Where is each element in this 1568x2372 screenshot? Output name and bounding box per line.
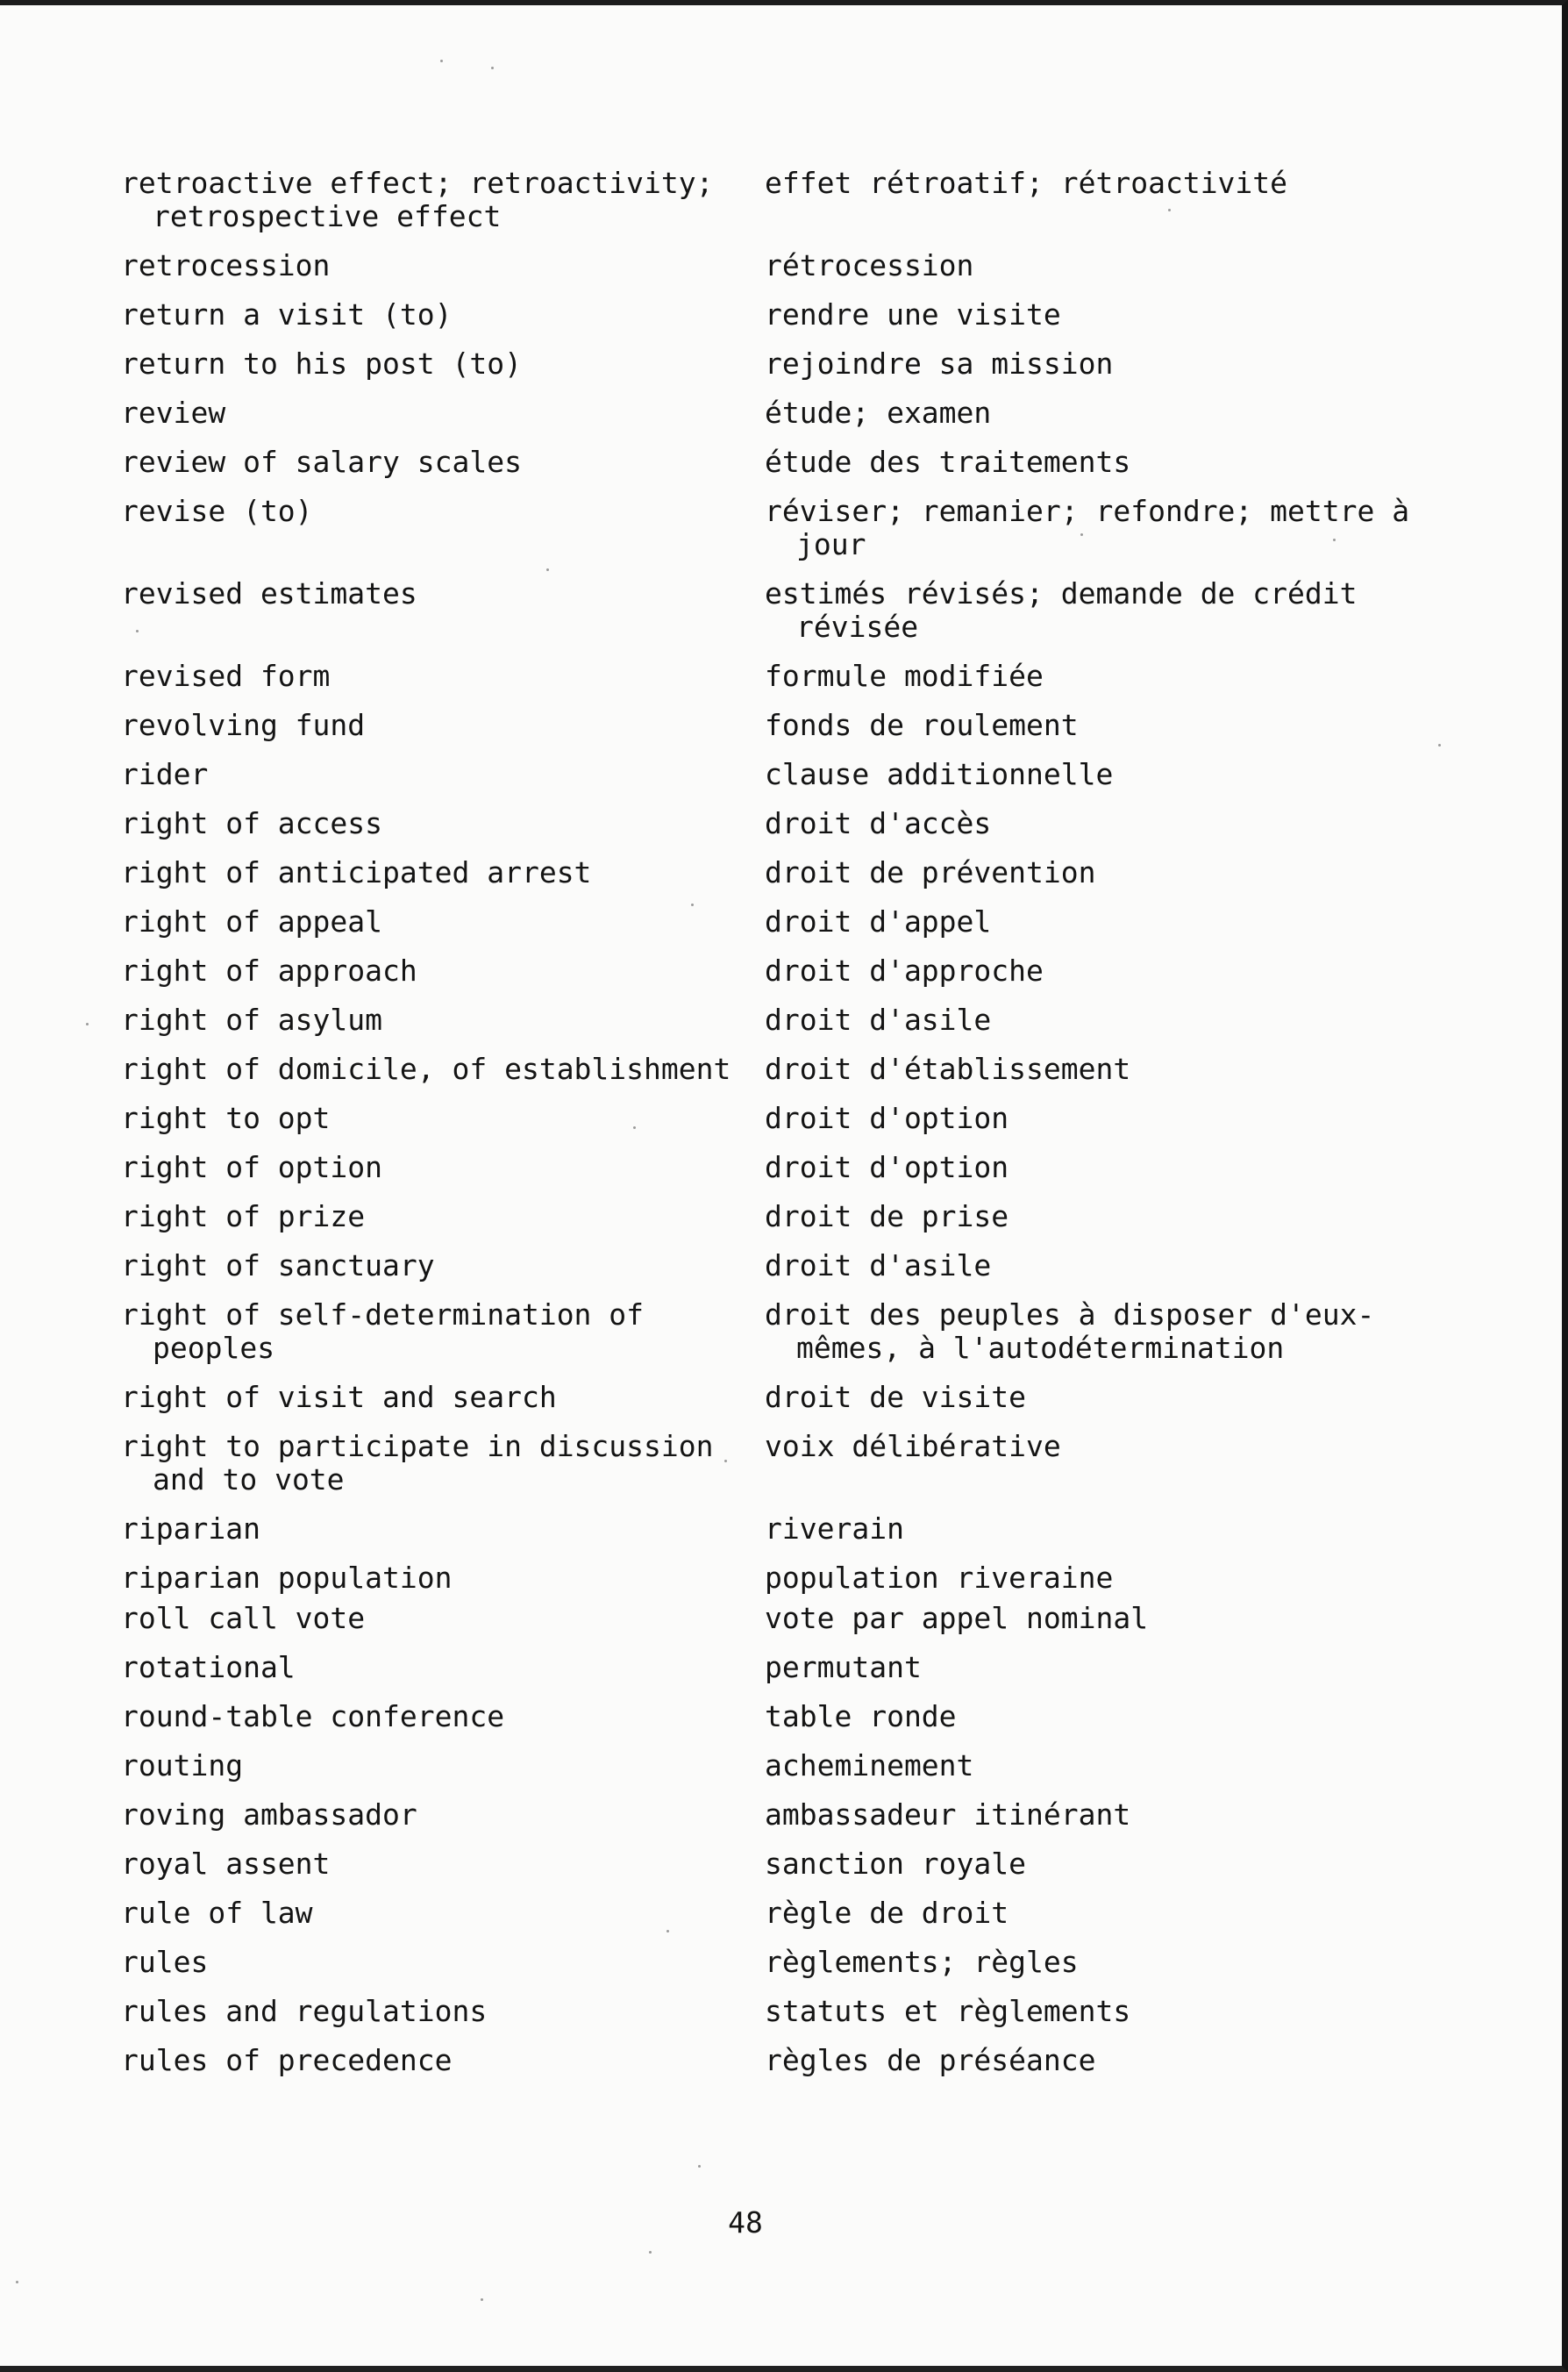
french-translation: table ronde [765, 1699, 957, 1733]
scan-speck [724, 1460, 727, 1462]
glossary-entry [121, 1102, 1472, 1135]
english-term: rule of law [121, 1896, 313, 1930]
glossary-entry [121, 577, 1472, 644]
english-term: right of visit and search [121, 1380, 557, 1414]
english-term: review [121, 396, 226, 430]
scan-speck [136, 630, 139, 632]
french-translation: ambassadeur itinérant [765, 1797, 1131, 1832]
scan-speck [1333, 539, 1336, 541]
english-term: revise (to) [121, 494, 313, 528]
glossary-table [121, 167, 1472, 2077]
french-translation: voix délibérative [765, 1429, 1061, 1463]
glossary-entry [121, 1946, 1472, 1979]
french-translation: droit d'approche [765, 954, 1044, 988]
scan-speck [666, 1930, 669, 1933]
scan-speck [1438, 744, 1441, 747]
french-translation: étude; examen [765, 396, 992, 430]
french-translation: droit d'accès [765, 806, 992, 840]
scan-speck [633, 1126, 636, 1129]
glossary-entry [121, 1200, 1472, 1233]
scan-speck [481, 2298, 483, 2301]
french-translation: droit des peuples à disposer d'eux-mêmes, à l'autodétermination [765, 1297, 1375, 1365]
scan-speck [546, 568, 549, 571]
english-term: rider [121, 757, 209, 791]
english-term: riparian [121, 1511, 260, 1546]
french-translation: fonds de roulement [765, 708, 1079, 742]
english-term: retroactive effect; retroactivity; retrospective effect [121, 166, 714, 233]
french-translation: riverain [765, 1511, 904, 1546]
french-translation: estimés révisés; demande de crédit révisée [765, 576, 1358, 644]
english-term: right of anticipated arrest [121, 855, 592, 890]
french-translation: droit de prise [765, 1199, 1009, 1233]
english-term: retrocession [121, 248, 331, 282]
glossary-entry [121, 856, 1472, 890]
english-term: revised form [121, 659, 331, 693]
english-term: roll call vote [121, 1601, 366, 1635]
french-translation: droit d'option [765, 1150, 1009, 1184]
french-translation: droit d'établissement [765, 1052, 1131, 1086]
glossary-entry [121, 1700, 1472, 1733]
french-translation: rétrocession [765, 248, 974, 282]
page-number: 48 [728, 2205, 763, 2240]
english-term: return to his post (to) [121, 347, 522, 381]
english-term: rules and regulations [121, 1994, 488, 2028]
french-translation: vote par appel nominal [765, 1601, 1149, 1635]
glossary-entry [121, 1798, 1472, 1832]
glossary-entry [121, 347, 1472, 381]
scan-speck [86, 1023, 89, 1025]
english-term: royal assent [121, 1847, 331, 1881]
english-term: round-table conference [121, 1699, 505, 1733]
scan-speck [1168, 209, 1171, 211]
scan-speck [491, 67, 494, 69]
english-term: right of prize [121, 1199, 366, 1233]
glossary-entry [121, 1749, 1472, 1783]
english-term: right of approach [121, 954, 417, 988]
french-translation: rejoindre sa mission [765, 347, 1114, 381]
french-translation: sanction royale [765, 1847, 1027, 1881]
glossary-entry [121, 397, 1472, 430]
french-translation: droit d'asile [765, 1248, 992, 1282]
scan-speck [691, 904, 694, 906]
glossary-entry [121, 1053, 1472, 1086]
glossary-entry [121, 1249, 1472, 1282]
glossary-entry [121, 1381, 1472, 1414]
glossary-entry [121, 249, 1472, 282]
scan-speck [698, 2165, 701, 2168]
glossary-entry [121, 495, 1472, 561]
english-term: review of salary scales [121, 445, 522, 479]
english-term: right of domicile, of establishment [121, 1052, 731, 1086]
french-translation: droit d'appel [765, 904, 992, 939]
english-term: right of access [121, 806, 383, 840]
glossary-entry [121, 1298, 1472, 1365]
french-translation: droit d'asile [765, 1003, 992, 1037]
french-translation: rendre une visite [765, 297, 1061, 332]
glossary-entry [121, 1512, 1472, 1546]
english-term: revolving fund [121, 708, 366, 742]
french-translation: règles de préséance [765, 2043, 1096, 2077]
english-term: rules [121, 1945, 209, 1979]
glossary-entry [121, 709, 1472, 742]
english-term: right of sanctuary [121, 1248, 435, 1282]
english-term: right of option [121, 1150, 383, 1184]
glossary-entry [121, 1897, 1472, 1930]
glossary-entry [121, 446, 1472, 479]
english-term: return a visit (to) [121, 297, 453, 332]
french-translation: acheminement [765, 1748, 974, 1783]
glossary-entry [121, 905, 1472, 939]
glossary-entry [121, 1004, 1472, 1037]
french-translation: droit de prévention [765, 855, 1096, 890]
french-translation: effet rétroatif; rétroactivité [765, 166, 1288, 200]
french-translation: droit d'option [765, 1101, 1009, 1135]
french-translation: statuts et règlements [765, 1994, 1131, 2028]
english-term: right of self-determination of peoples [121, 1297, 645, 1365]
glossary-entry [121, 1561, 1472, 1595]
french-translation: formule modifiée [765, 659, 1044, 693]
french-translation: population riveraine [765, 1561, 1114, 1595]
glossary-entry [121, 807, 1472, 840]
french-translation: clause additionnelle [765, 757, 1114, 791]
french-translation: droit de visite [765, 1380, 1027, 1414]
scan-speck [1080, 533, 1083, 536]
glossary-entry [121, 2044, 1472, 2077]
french-translation: règlements; règles [765, 1945, 1079, 1979]
english-term: right to participate in discussion and to vote [121, 1429, 714, 1497]
glossary-entry [121, 1651, 1472, 1684]
glossary-entry [121, 298, 1472, 332]
french-translation: réviser; remanier; refondre; mettre à jour [765, 494, 1410, 561]
glossary-entry [121, 660, 1472, 693]
glossary-entry [121, 1995, 1472, 2028]
scan-speck [649, 2251, 652, 2254]
glossary-entry [121, 1602, 1472, 1635]
english-term: rotational [121, 1650, 296, 1684]
glossary-entry [121, 1430, 1472, 1497]
glossary-entry [121, 1847, 1472, 1881]
english-term: right of appeal [121, 904, 383, 939]
scan-speck [440, 60, 443, 62]
scan-speck [16, 2281, 18, 2283]
english-term: rules of precedence [121, 2043, 453, 2077]
english-term: riparian population [121, 1561, 453, 1595]
french-translation: étude des traitements [765, 445, 1131, 479]
french-translation: permutant [765, 1650, 922, 1684]
english-term: routing [121, 1748, 244, 1783]
english-term: right to opt [121, 1101, 331, 1135]
glossary-entry [121, 167, 1472, 233]
glossary-entry [121, 758, 1472, 791]
english-term: revised estimates [121, 576, 417, 611]
french-translation: règle de droit [765, 1896, 1009, 1930]
glossary-entry [121, 1151, 1472, 1184]
english-term: roving ambassador [121, 1797, 417, 1832]
english-term: right of asylum [121, 1003, 383, 1037]
glossary-entry [121, 954, 1472, 988]
